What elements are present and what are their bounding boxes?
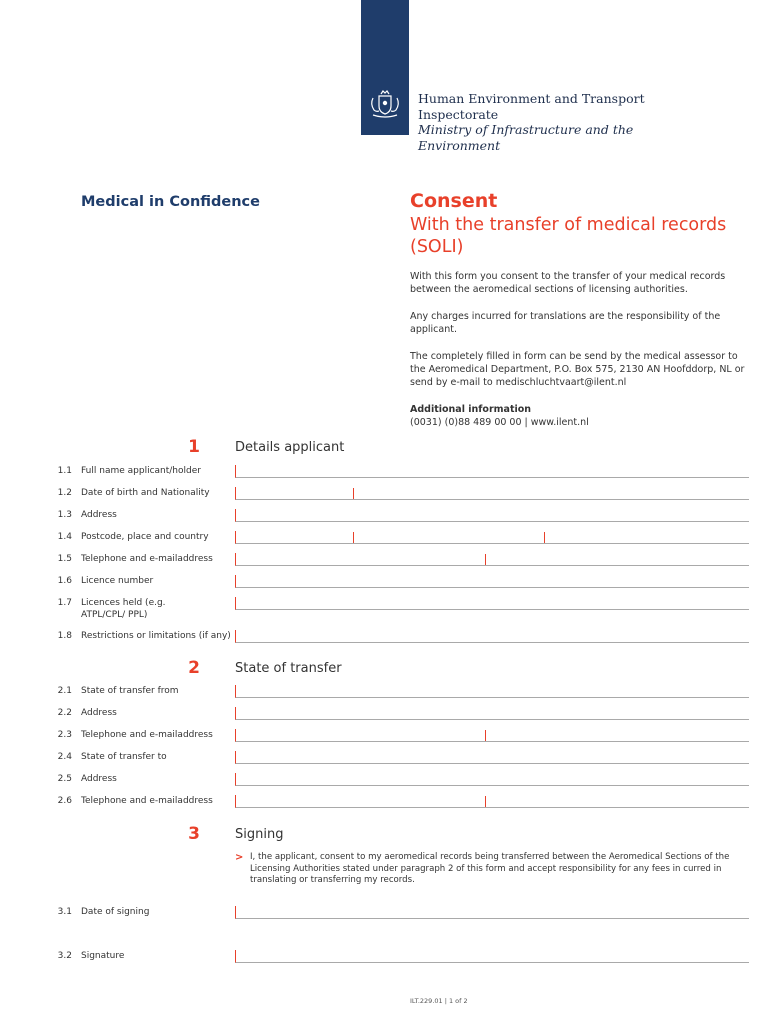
row-number: 1.2 xyxy=(57,488,72,498)
row-number: 3.2 xyxy=(57,951,72,961)
field-divider xyxy=(353,488,354,499)
field-divider xyxy=(485,554,486,565)
org-line-2: Inspectorate xyxy=(418,106,499,122)
section-1-number: 1 xyxy=(188,437,200,457)
row-number: 2.5 xyxy=(57,774,72,784)
row-number: 1.1 xyxy=(57,466,72,476)
row-label: Telephone and e-mailaddress xyxy=(81,730,213,740)
section-3-title: Signing xyxy=(235,827,284,842)
state-from-field[interactable] xyxy=(235,685,749,698)
row-label: State of transfer to xyxy=(81,752,167,762)
date-of-signing-field[interactable] xyxy=(235,906,749,919)
licence-number-field[interactable] xyxy=(235,575,749,588)
intro-paragraph-3: The completely filled in form can be send by the medical assessor to the Aeromedical Department, P.O. Box 575, 2130 AN Hoofddorp, NL or send by e-mail to medischluchtvaart@ilent.nl xyxy=(410,351,745,388)
to-telephone-email-field[interactable] xyxy=(235,795,749,808)
licences-held-field[interactable] xyxy=(235,597,749,610)
row-label: Address xyxy=(81,510,117,520)
row-label: Date of birth and Nationality xyxy=(81,488,210,498)
field-divider xyxy=(353,532,354,543)
consent-statement: I, the applicant, consent to my aeromedical records being transferred between the Aeromedical Sections of the Licensing Authorities stated under paragraph 2 of this form and accept responsibility for any fees in curred in translating or transferring my records. xyxy=(250,852,730,885)
row-label: Telephone and e-mailaddress xyxy=(81,796,213,806)
organization-name xyxy=(418,91,645,153)
row-label: Restrictions or limitations (if any) xyxy=(81,631,231,641)
form-title: Consent xyxy=(410,190,498,212)
form-subtitle: With the transfer of medical records (SOLI) xyxy=(410,215,727,257)
to-address-field[interactable] xyxy=(235,773,749,786)
section-3-number: 3 xyxy=(188,824,200,844)
row-number: 1.3 xyxy=(57,510,72,520)
row-number: 2.2 xyxy=(57,708,72,718)
arrow-icon: > xyxy=(235,852,244,863)
section-2-number: 2 xyxy=(188,658,200,678)
ministry-line-2: Environment xyxy=(418,137,501,153)
field-divider xyxy=(485,730,486,741)
logo-bar xyxy=(361,0,409,135)
intro-paragraph-2: Any charges incurred for translations are the responsibility of the applicant. xyxy=(410,311,721,335)
row-number: 2.6 xyxy=(57,796,72,806)
row-label: Licences held (e.g. ATPL/CPL/ PPL) xyxy=(81,598,166,620)
row-number: 1.5 xyxy=(57,554,72,564)
field-divider xyxy=(544,532,545,543)
additional-info-contact: (0031) (0)88 489 00 00 | www.ilent.nl xyxy=(410,417,589,428)
ministry-line-1: Ministry of Infrastructure and the xyxy=(418,122,634,137)
coat-of-arms-icon xyxy=(365,84,405,124)
row-label: Address xyxy=(81,774,117,784)
page-footer: ILT.229.01 | 1 of 2 xyxy=(410,997,468,1005)
section-1-title: Details applicant xyxy=(235,440,345,455)
postcode-place-country-field[interactable] xyxy=(235,531,749,544)
from-telephone-email-field[interactable] xyxy=(235,729,749,742)
date-of-birth-field[interactable] xyxy=(235,487,749,500)
row-label: Signature xyxy=(81,951,125,961)
row-number: 2.4 xyxy=(57,752,72,762)
field-divider xyxy=(485,796,486,807)
row-number: 3.1 xyxy=(57,907,72,917)
intro-paragraph-1: With this form you consent to the transfer of your medical records between the aeromedical sections of licensing authorities. xyxy=(410,271,726,295)
full-name-field[interactable] xyxy=(235,465,749,478)
row-number: 1.4 xyxy=(57,532,72,542)
row-label: Postcode, place and country xyxy=(81,532,209,542)
row-number: 1.6 xyxy=(57,576,72,586)
restrictions-field[interactable] xyxy=(235,630,749,643)
section-2-title: State of transfer xyxy=(235,661,342,676)
row-number: 1.8 xyxy=(57,631,72,641)
address-field[interactable] xyxy=(235,509,749,522)
row-number: 1.7 xyxy=(57,598,72,608)
row-number: 2.1 xyxy=(57,686,72,696)
from-address-field[interactable] xyxy=(235,707,749,720)
telephone-email-field[interactable] xyxy=(235,553,749,566)
intro-text xyxy=(410,270,750,429)
row-label: Address xyxy=(81,708,117,718)
state-to-field[interactable] xyxy=(235,751,749,764)
signature-field[interactable] xyxy=(235,950,749,963)
row-label: Full name applicant/holder xyxy=(81,466,201,476)
confidential-label: Medical in Confidence xyxy=(81,194,260,210)
row-label: Telephone and e-mailaddress xyxy=(81,554,213,564)
row-label: State of transfer from xyxy=(81,686,179,696)
org-line-1: Human Environment and Transport xyxy=(418,91,645,106)
additional-info-heading: Additional information xyxy=(410,404,532,415)
row-label: Date of signing xyxy=(81,907,150,917)
row-label: Licence number xyxy=(81,576,154,586)
row-number: 2.3 xyxy=(57,730,72,740)
